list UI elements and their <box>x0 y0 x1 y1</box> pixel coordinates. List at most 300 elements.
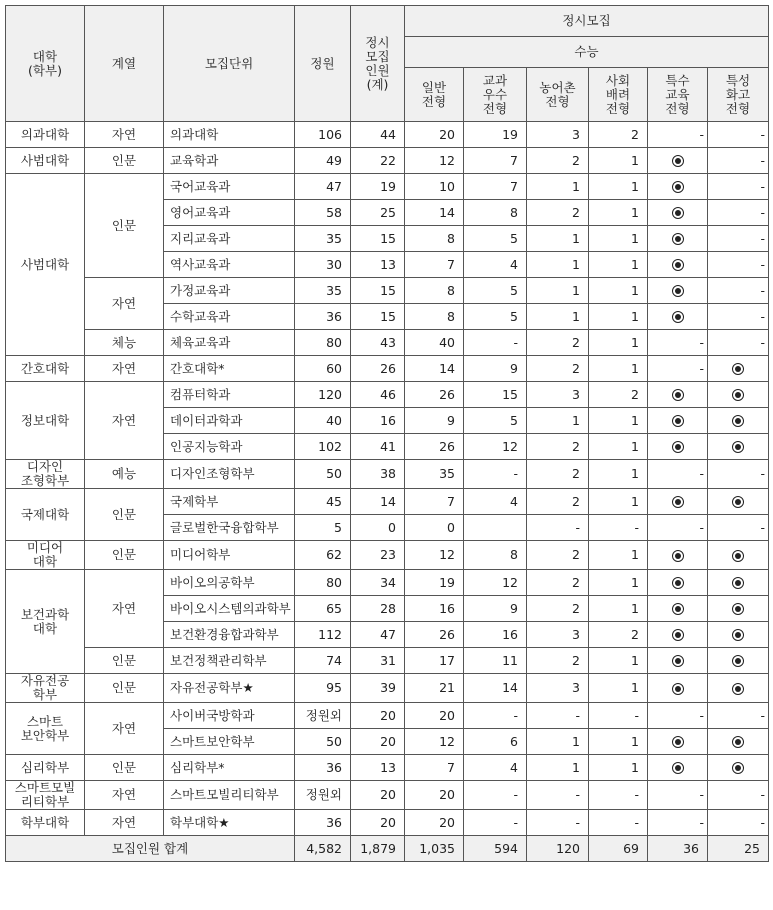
selected-mark-cell <box>648 489 708 515</box>
college-cell: 스마트 보안학부 <box>6 703 85 755</box>
count-cell: 7 <box>405 755 464 781</box>
selected-mark-icon <box>672 441 684 453</box>
total-label: 모집인원 합계 <box>6 836 295 862</box>
count-cell: 8 <box>405 226 464 252</box>
count-cell: 1 <box>589 755 648 781</box>
count-cell: 1 <box>589 278 648 304</box>
selected-mark-cell <box>648 570 708 596</box>
count-cell: 1 <box>589 252 648 278</box>
quota-cell: 45 <box>295 489 351 515</box>
count-cell: 7 <box>405 252 464 278</box>
college-cell: 학부대학 <box>6 810 85 836</box>
count-cell: 12 <box>464 570 527 596</box>
field-cell: 자연 <box>85 356 164 382</box>
regular-total-cell: 44 <box>351 122 405 148</box>
college-cell: 보건과학 대학 <box>6 570 85 674</box>
count-cell: 2 <box>589 622 648 648</box>
count-cell: 7 <box>464 148 527 174</box>
regular-total-cell: 34 <box>351 570 405 596</box>
count-cell: 1 <box>527 408 589 434</box>
regular-total-cell: 15 <box>351 278 405 304</box>
college-cell: 간호대학 <box>6 356 85 382</box>
count-cell: 1 <box>589 541 648 570</box>
selected-mark-cell <box>648 674 708 703</box>
count-cell: 1 <box>589 148 648 174</box>
selected-mark-cell <box>708 755 769 781</box>
field-cell: 인문 <box>85 489 164 541</box>
quota-cell: 102 <box>295 434 351 460</box>
unit-cell: 인공지능학과 <box>164 434 295 460</box>
table-row <box>6 703 769 729</box>
selected-mark-icon <box>732 655 744 667</box>
header-rural: 농어촌 전형 <box>527 68 589 122</box>
count-cell: 3 <box>527 122 589 148</box>
college-cell: 심리학부 <box>6 755 85 781</box>
regular-total-cell: 47 <box>351 622 405 648</box>
count-cell: 12 <box>464 434 527 460</box>
count-cell: 2 <box>527 460 589 489</box>
regular-total-cell: 20 <box>351 729 405 755</box>
total-quota: 4,582 <box>295 836 351 862</box>
count-cell: 2 <box>589 122 648 148</box>
selected-mark-icon <box>732 415 744 427</box>
count-cell: 5 <box>464 304 527 330</box>
table-row <box>6 489 769 515</box>
quota-cell: 47 <box>295 174 351 200</box>
college-cell: 미디어 대학 <box>6 541 85 570</box>
count-cell <box>464 515 527 541</box>
table-row <box>6 330 769 356</box>
table-row <box>6 781 769 810</box>
regular-total-cell: 31 <box>351 648 405 674</box>
unit-cell: 의과대학 <box>164 122 295 148</box>
unit-cell: 국어교육과 <box>164 174 295 200</box>
selected-mark-icon <box>732 603 744 615</box>
table-row <box>6 148 769 174</box>
selected-mark-cell <box>708 434 769 460</box>
unit-cell: 데이터과학과 <box>164 408 295 434</box>
selected-mark-icon <box>732 736 744 748</box>
field-cell: 인문 <box>85 174 164 278</box>
count-cell: 9 <box>464 356 527 382</box>
count-cell: - <box>464 781 527 810</box>
count-cell: - <box>648 810 708 836</box>
count-cell: 1 <box>589 648 648 674</box>
count-cell: 19 <box>464 122 527 148</box>
quota-cell: 60 <box>295 356 351 382</box>
count-cell: 5 <box>464 278 527 304</box>
unit-cell: 수학교육과 <box>164 304 295 330</box>
regular-total-cell: 22 <box>351 148 405 174</box>
count-cell: 5 <box>464 226 527 252</box>
field-cell: 인문 <box>85 541 164 570</box>
count-cell: 2 <box>527 356 589 382</box>
field-cell: 인문 <box>85 148 164 174</box>
regular-total-cell: 26 <box>351 356 405 382</box>
count-cell: 1 <box>589 674 648 703</box>
quota-cell: 106 <box>295 122 351 148</box>
field-cell: 자연 <box>85 570 164 648</box>
quota-cell: 5 <box>295 515 351 541</box>
regular-total-cell: 39 <box>351 674 405 703</box>
regular-total-cell: 41 <box>351 434 405 460</box>
college-cell: 국제대학 <box>6 489 85 541</box>
count-cell: 8 <box>405 278 464 304</box>
selected-mark-cell <box>708 648 769 674</box>
selected-mark-cell <box>648 408 708 434</box>
unit-cell: 스마트보안학부 <box>164 729 295 755</box>
count-cell: - <box>708 252 769 278</box>
unit-cell: 심리학부* <box>164 755 295 781</box>
count-cell: 1 <box>589 174 648 200</box>
count-cell: 1 <box>589 596 648 622</box>
table-row <box>6 810 769 836</box>
regular-total-cell: 20 <box>351 781 405 810</box>
quota-cell: 35 <box>295 226 351 252</box>
selected-mark-icon <box>672 415 684 427</box>
quota-cell: 62 <box>295 541 351 570</box>
quota-cell: 50 <box>295 729 351 755</box>
count-cell: 4 <box>464 489 527 515</box>
count-cell: - <box>708 200 769 226</box>
selected-mark-icon <box>672 233 684 245</box>
count-cell: 2 <box>527 648 589 674</box>
count-cell: 1 <box>589 200 648 226</box>
count-cell: 12 <box>405 541 464 570</box>
count-cell: 20 <box>405 703 464 729</box>
quota-cell: 80 <box>295 330 351 356</box>
selected-mark-cell <box>648 729 708 755</box>
selected-mark-icon <box>672 259 684 271</box>
count-cell: 1 <box>589 489 648 515</box>
selected-mark-icon <box>732 496 744 508</box>
field-cell: 자연 <box>85 122 164 148</box>
quota-cell: 정원외 <box>295 781 351 810</box>
selected-mark-icon <box>672 762 684 774</box>
count-cell: 14 <box>405 200 464 226</box>
college-cell: 정보대학 <box>6 382 85 460</box>
count-cell: - <box>708 703 769 729</box>
field-cell: 자연 <box>85 278 164 330</box>
selected-mark-icon <box>672 311 684 323</box>
selected-mark-icon <box>732 762 744 774</box>
count-cell: 3 <box>527 382 589 408</box>
selected-mark-icon <box>672 629 684 641</box>
unit-cell: 국제학부 <box>164 489 295 515</box>
selected-mark-icon <box>672 683 684 695</box>
count-cell: 20 <box>405 122 464 148</box>
selected-mark-cell <box>648 226 708 252</box>
count-cell: 15 <box>464 382 527 408</box>
unit-cell: 자유전공학부★ <box>164 674 295 703</box>
regular-total-cell: 15 <box>351 226 405 252</box>
count-cell: 14 <box>464 674 527 703</box>
count-cell: 26 <box>405 382 464 408</box>
count-cell: 14 <box>405 356 464 382</box>
selected-mark-icon <box>672 285 684 297</box>
selected-mark-cell <box>648 755 708 781</box>
quota-cell: 36 <box>295 304 351 330</box>
count-cell: - <box>708 304 769 330</box>
quota-cell: 95 <box>295 674 351 703</box>
regular-total-cell: 23 <box>351 541 405 570</box>
count-cell: - <box>648 122 708 148</box>
selected-mark-cell <box>708 408 769 434</box>
selected-mark-cell <box>708 570 769 596</box>
count-cell: 4 <box>464 755 527 781</box>
count-cell: 6 <box>464 729 527 755</box>
count-cell: 1 <box>527 304 589 330</box>
selected-mark-icon <box>732 683 744 695</box>
selected-mark-cell <box>708 674 769 703</box>
unit-cell: 역사교육과 <box>164 252 295 278</box>
count-cell: - <box>648 330 708 356</box>
count-cell: 4 <box>464 252 527 278</box>
total-count-cell: 120 <box>527 836 589 862</box>
count-cell: 21 <box>405 674 464 703</box>
count-cell: - <box>708 810 769 836</box>
unit-cell: 학부대학★ <box>164 810 295 836</box>
count-cell: - <box>589 515 648 541</box>
field-cell: 자연 <box>85 382 164 460</box>
regular-total-cell: 28 <box>351 596 405 622</box>
count-cell: 1 <box>589 460 648 489</box>
selected-mark-cell <box>648 148 708 174</box>
count-cell: 16 <box>405 596 464 622</box>
regular-total-cell: 43 <box>351 330 405 356</box>
count-cell: 1 <box>589 226 648 252</box>
count-cell: 1 <box>589 434 648 460</box>
count-cell: 10 <box>405 174 464 200</box>
selected-mark-cell <box>708 596 769 622</box>
selected-mark-cell <box>648 174 708 200</box>
selected-mark-icon <box>672 181 684 193</box>
header-specialized-high-school: 특성 화고 전형 <box>708 68 769 122</box>
count-cell: 1 <box>527 252 589 278</box>
count-cell: 2 <box>527 200 589 226</box>
count-cell: 2 <box>527 570 589 596</box>
count-cell: 11 <box>464 648 527 674</box>
unit-cell: 체육교육과 <box>164 330 295 356</box>
regular-total-cell: 14 <box>351 489 405 515</box>
count-cell: - <box>589 810 648 836</box>
header-college: 대학 (학부) <box>6 6 85 122</box>
count-cell: 1 <box>589 356 648 382</box>
total-regular: 1,879 <box>351 836 405 862</box>
header-regular: 정시모집 <box>405 6 769 37</box>
count-cell: - <box>589 781 648 810</box>
selected-mark-icon <box>672 577 684 589</box>
count-cell: - <box>708 122 769 148</box>
count-cell: - <box>527 810 589 836</box>
count-cell: - <box>464 810 527 836</box>
selected-mark-icon <box>672 155 684 167</box>
table-row <box>6 122 769 148</box>
regular-total-cell: 13 <box>351 252 405 278</box>
count-cell: 26 <box>405 434 464 460</box>
selected-mark-cell <box>648 200 708 226</box>
selected-mark-cell <box>648 278 708 304</box>
count-cell: 1 <box>589 729 648 755</box>
college-cell: 스마트모빌 리티학부 <box>6 781 85 810</box>
count-cell: - <box>648 781 708 810</box>
college-cell: 사범대학 <box>6 148 85 174</box>
header-special-education: 특수 교육 전형 <box>648 68 708 122</box>
count-cell: 2 <box>589 382 648 408</box>
regular-total-cell: 16 <box>351 408 405 434</box>
count-cell: - <box>648 703 708 729</box>
table-row <box>6 541 769 570</box>
count-cell: - <box>527 781 589 810</box>
count-cell: 20 <box>405 781 464 810</box>
selected-mark-icon <box>672 207 684 219</box>
count-cell: - <box>708 226 769 252</box>
selected-mark-cell <box>708 489 769 515</box>
count-cell: - <box>464 330 527 356</box>
count-cell: 2 <box>527 541 589 570</box>
count-cell: - <box>464 460 527 489</box>
count-cell: 2 <box>527 330 589 356</box>
total-count-cell: 25 <box>708 836 769 862</box>
selected-mark-icon <box>672 603 684 615</box>
table-row <box>6 648 769 674</box>
field-cell: 체능 <box>85 330 164 356</box>
count-cell: 7 <box>405 489 464 515</box>
field-cell: 예능 <box>85 460 164 489</box>
table-row <box>6 755 769 781</box>
count-cell: 17 <box>405 648 464 674</box>
selected-mark-cell <box>648 648 708 674</box>
count-cell: 1 <box>589 408 648 434</box>
field-cell: 자연 <box>85 781 164 810</box>
selected-mark-icon <box>732 550 744 562</box>
quota-cell: 49 <box>295 148 351 174</box>
total-count-cell: 69 <box>589 836 648 862</box>
count-cell: 16 <box>464 622 527 648</box>
table-row <box>6 174 769 200</box>
table-row <box>6 674 769 703</box>
selected-mark-cell <box>648 434 708 460</box>
count-cell: 1 <box>527 755 589 781</box>
header-regular-total: 정시 모집 인원 (계) <box>351 6 405 122</box>
selected-mark-icon <box>672 496 684 508</box>
table-row <box>6 382 769 408</box>
unit-cell: 미디어학부 <box>164 541 295 570</box>
selected-mark-cell <box>708 356 769 382</box>
count-cell: - <box>648 515 708 541</box>
regular-total-cell: 20 <box>351 703 405 729</box>
selected-mark-icon <box>672 736 684 748</box>
college-cell: 자유전공 학부 <box>6 674 85 703</box>
selected-mark-icon <box>672 389 684 401</box>
quota-cell: 36 <box>295 810 351 836</box>
count-cell: 1 <box>527 174 589 200</box>
selected-mark-cell <box>648 304 708 330</box>
header-field: 계열 <box>85 6 164 122</box>
quota-cell: 74 <box>295 648 351 674</box>
unit-cell: 교육학과 <box>164 148 295 174</box>
quota-cell: 120 <box>295 382 351 408</box>
count-cell: 1 <box>589 330 648 356</box>
regular-total-cell: 15 <box>351 304 405 330</box>
count-cell: - <box>708 174 769 200</box>
header-suneung: 수능 <box>405 37 769 68</box>
header-quota: 정원 <box>295 6 351 122</box>
count-cell: 3 <box>527 674 589 703</box>
quota-cell: 35 <box>295 278 351 304</box>
count-cell: 12 <box>405 729 464 755</box>
count-cell: 8 <box>464 541 527 570</box>
selected-mark-cell <box>648 541 708 570</box>
count-cell: - <box>708 330 769 356</box>
quota-cell: 36 <box>295 755 351 781</box>
count-cell: - <box>708 278 769 304</box>
selected-mark-cell <box>708 541 769 570</box>
count-cell: 0 <box>405 515 464 541</box>
header-social-consideration: 사회 배려 전형 <box>589 68 648 122</box>
quota-cell: 정원외 <box>295 703 351 729</box>
table-body <box>6 122 769 862</box>
selected-mark-icon <box>732 629 744 641</box>
table-header <box>6 6 769 122</box>
unit-cell: 글로벌한국융합학부 <box>164 515 295 541</box>
table-row <box>6 570 769 596</box>
count-cell: 1 <box>589 570 648 596</box>
table-row <box>6 356 769 382</box>
selected-mark-icon <box>732 577 744 589</box>
unit-cell: 바이오시스템의과학부 <box>164 596 295 622</box>
regular-total-cell: 19 <box>351 174 405 200</box>
count-cell: 2 <box>527 489 589 515</box>
count-cell: - <box>708 515 769 541</box>
count-cell: 9 <box>405 408 464 434</box>
regular-total-cell: 13 <box>351 755 405 781</box>
unit-cell: 바이오의공학부 <box>164 570 295 596</box>
count-cell: 9 <box>464 596 527 622</box>
total-row <box>6 836 769 862</box>
regular-total-cell: 38 <box>351 460 405 489</box>
regular-total-cell: 20 <box>351 810 405 836</box>
selected-mark-icon <box>732 363 744 375</box>
quota-cell: 80 <box>295 570 351 596</box>
total-count-cell: 36 <box>648 836 708 862</box>
count-cell: - <box>648 356 708 382</box>
quota-cell: 112 <box>295 622 351 648</box>
quota-cell: 58 <box>295 200 351 226</box>
total-count-cell: 1,035 <box>405 836 464 862</box>
college-cell: 디자인 조형학부 <box>6 460 85 489</box>
selected-mark-icon <box>672 550 684 562</box>
regular-total-cell: 25 <box>351 200 405 226</box>
total-count-cell: 594 <box>464 836 527 862</box>
unit-cell: 영어교육과 <box>164 200 295 226</box>
count-cell: 3 <box>527 622 589 648</box>
regular-total-cell: 0 <box>351 515 405 541</box>
header-general: 일반 전형 <box>405 68 464 122</box>
count-cell: 8 <box>464 200 527 226</box>
selected-mark-cell <box>708 382 769 408</box>
selected-mark-cell <box>708 729 769 755</box>
unit-cell: 가정교육과 <box>164 278 295 304</box>
count-cell: 19 <box>405 570 464 596</box>
field-cell: 인문 <box>85 755 164 781</box>
field-cell: 인문 <box>85 648 164 674</box>
college-cell: 사범대학 <box>6 174 85 356</box>
selected-mark-cell <box>708 622 769 648</box>
regular-total-cell: 46 <box>351 382 405 408</box>
field-cell: 인문 <box>85 674 164 703</box>
count-cell: - <box>708 781 769 810</box>
